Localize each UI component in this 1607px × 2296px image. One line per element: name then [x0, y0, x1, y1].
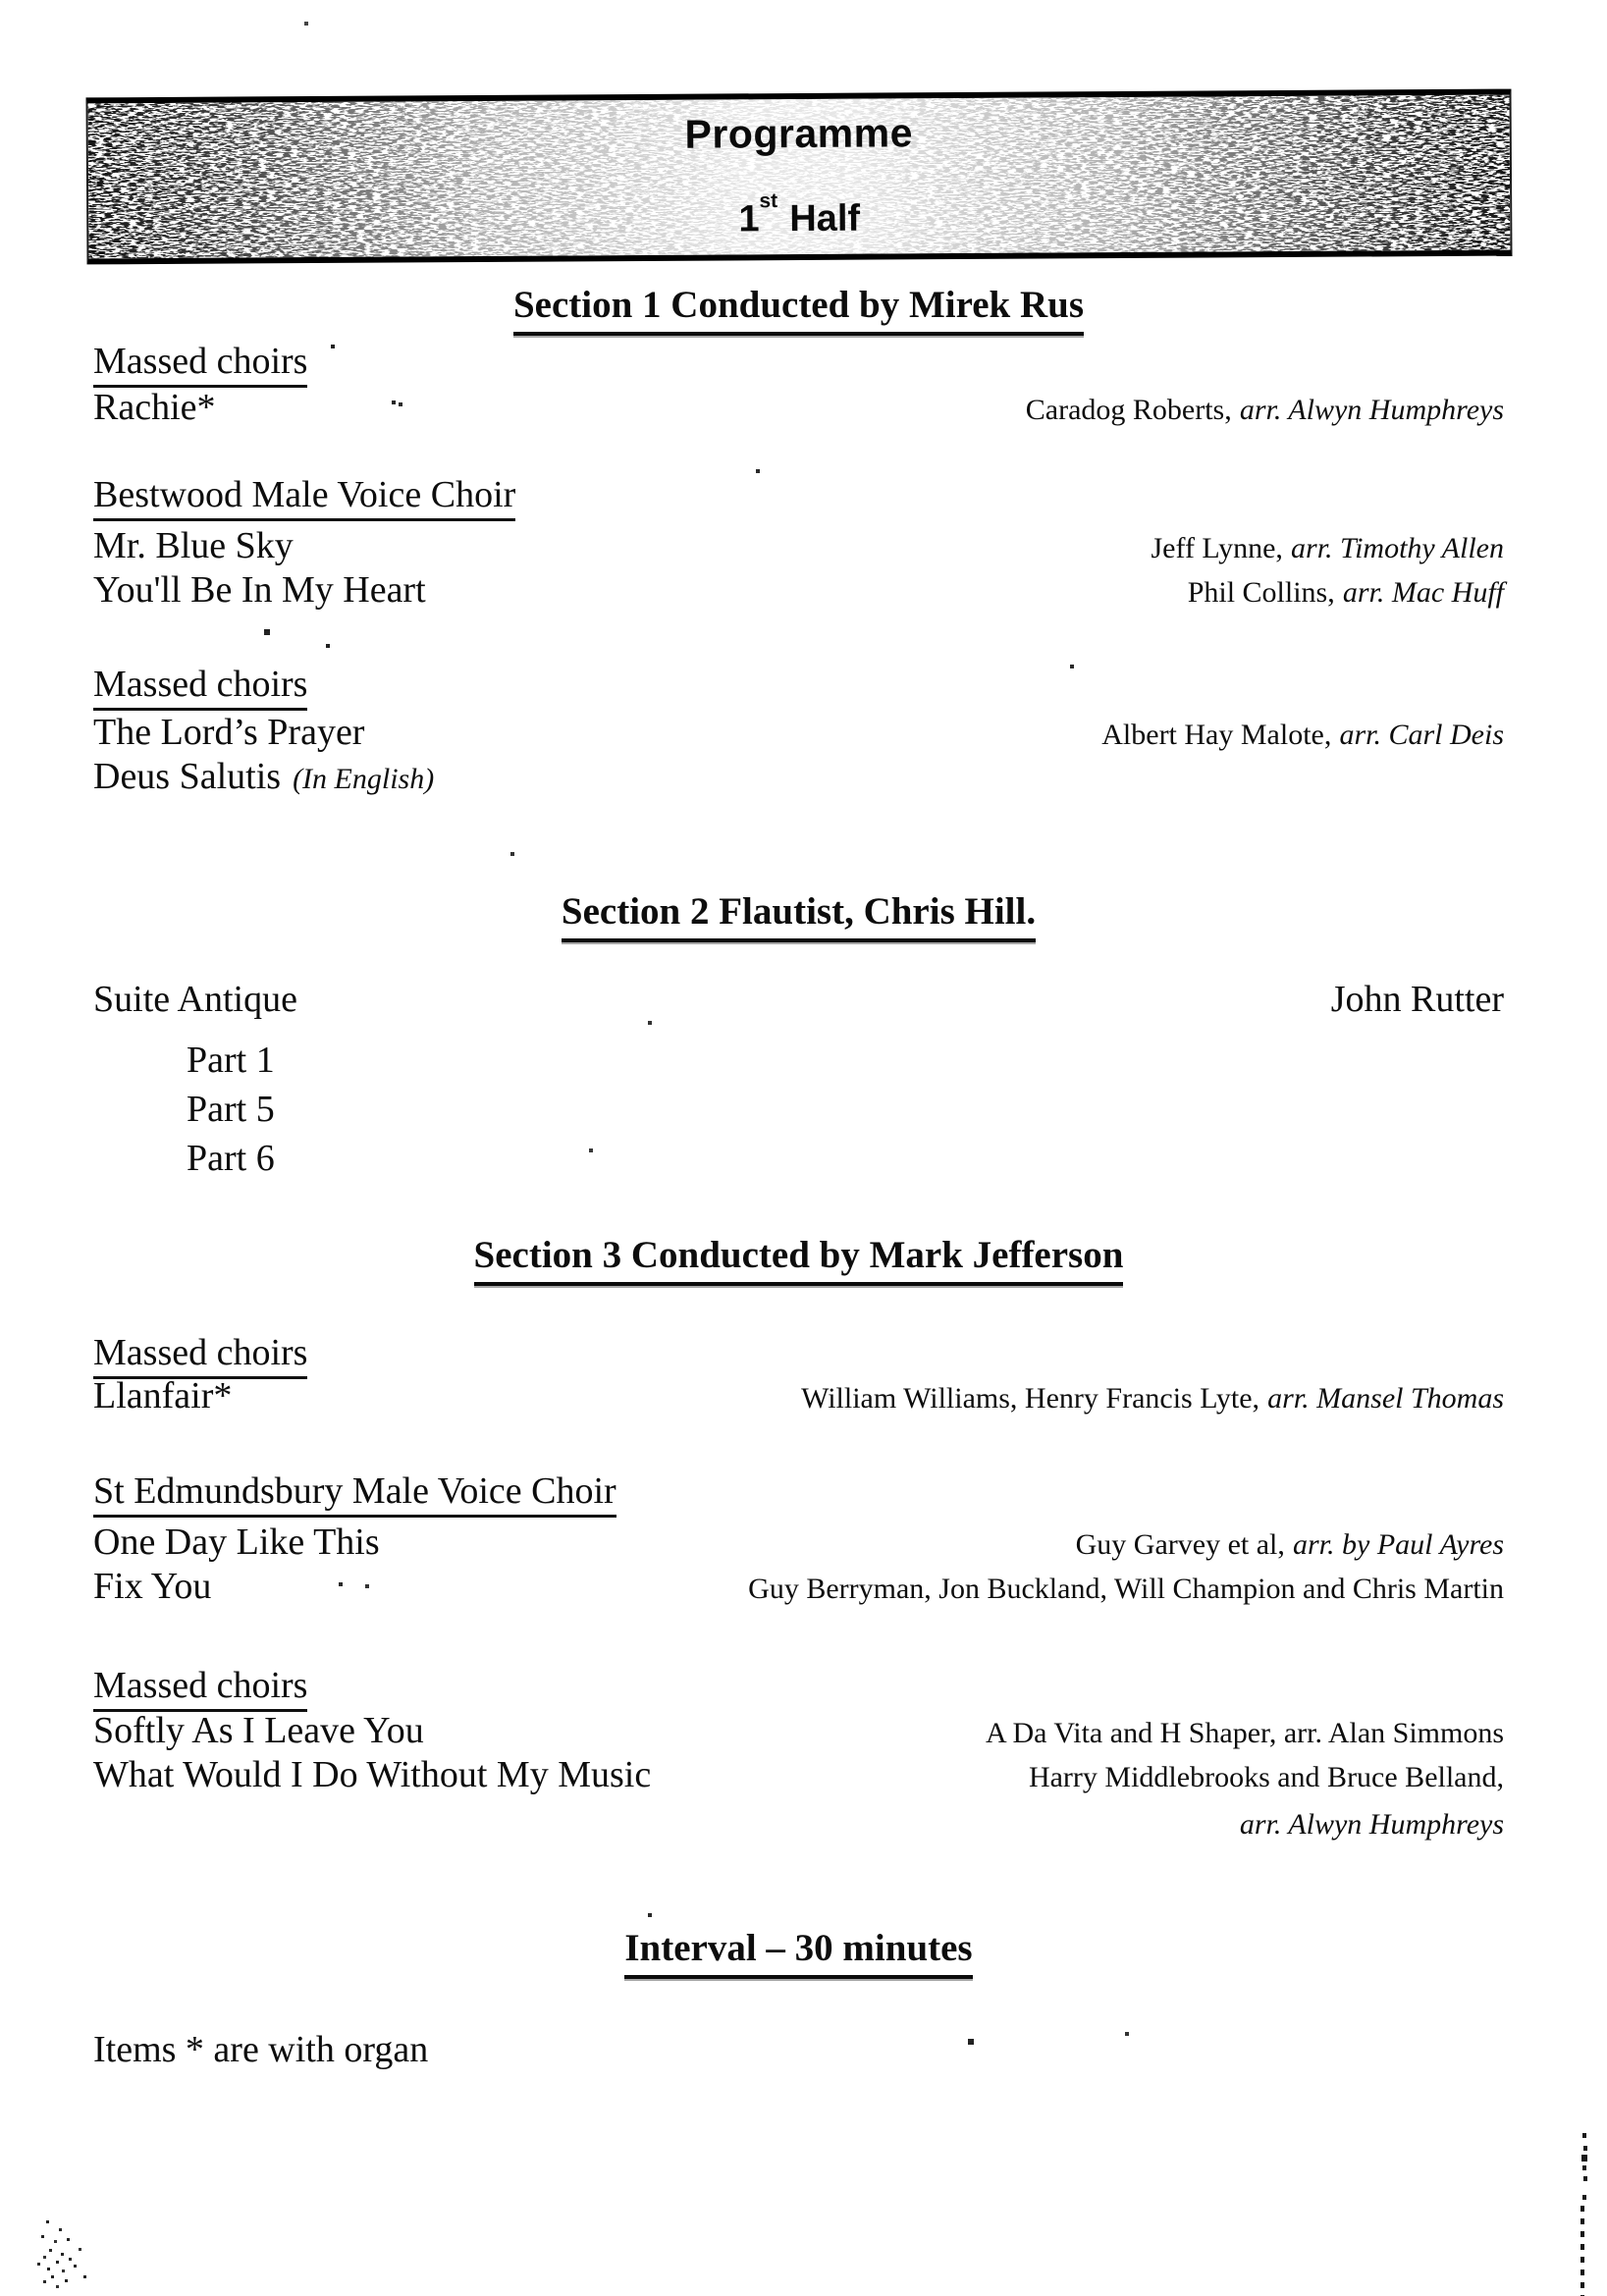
song-title: Rachie*	[93, 387, 216, 428]
choir-name-massed-1: Massed choirs	[93, 340, 1504, 388]
choir-name-massed-4: Massed choirs	[93, 1664, 1504, 1712]
choir-name-massed-3: Massed choirs	[93, 1331, 1504, 1379]
song-credit: John Rutter	[1330, 979, 1504, 1020]
song-title: One Day Like This	[93, 1522, 380, 1563]
song-title: Deus Salutis	[93, 756, 282, 797]
credit-arranger: arr. Alwyn Humphreys	[1239, 1808, 1504, 1841]
song-title: Suite Antique	[93, 979, 297, 1020]
credit-arranger: arr. Mansel Thomas	[1267, 1382, 1504, 1415]
choir-name-bestwood: Bestwood Male Voice Choir	[93, 473, 1504, 521]
song-title: Llanfair*	[93, 1375, 233, 1416]
song-row	[93, 1565, 1504, 1608]
section-1-heading: Section 1 Conducted by Mirek Rus	[93, 283, 1504, 336]
song-title: You'll Be In My Heart	[93, 569, 426, 611]
part-item: Part 6	[187, 1138, 275, 1179]
credit-arranger: arr. Timothy Allen	[1291, 532, 1504, 564]
banner-subtitle: 1st Half	[738, 189, 861, 240]
song-row	[93, 1709, 1504, 1752]
banner-title: Programme	[684, 110, 914, 157]
part-item: Part 1	[187, 1040, 275, 1081]
song-title: Mr. Blue Sky	[93, 525, 294, 566]
scan-dashed-line	[1580, 2206, 1584, 2296]
song-credit: Jeff Lynne, arr. Timothy Allen	[1151, 532, 1504, 564]
choir-name-massed-2: Massed choirs	[93, 663, 1504, 711]
song-row	[93, 568, 1504, 612]
song-row	[93, 978, 1504, 1021]
song-credit: A Da Vita and H Shaper, arr. Alan Simmons	[985, 1717, 1504, 1749]
song-credit: Caradog Roberts, arr. Alwyn Humphreys	[1025, 394, 1504, 426]
credit-arranger: arr. by Paul Ayres	[1293, 1528, 1504, 1561]
scan-edge-dots	[0, 0, 4, 5]
choir-name-st-edmundsbury: St Edmundsbury Male Voice Choir	[93, 1469, 1504, 1518]
song-credit: Guy Garvey et al, arr. by Paul Ayres	[1075, 1528, 1504, 1561]
credit-arranger: arr. Carl Deis	[1339, 719, 1504, 751]
programme-banner	[85, 89, 1512, 265]
song-title: Fix You	[93, 1566, 212, 1607]
song-credit: Phil Collins, arr. Mac Huff	[1187, 576, 1504, 609]
song-row	[93, 1521, 1504, 1564]
song-row	[93, 524, 1504, 567]
section-3-heading: Section 3 Conducted by Mark Jefferson	[93, 1233, 1504, 1286]
credit-arranger: arr. Alwyn Humphreys	[1239, 394, 1504, 426]
part-item: Part 5	[187, 1089, 275, 1130]
song-title: The Lord’s Prayer	[93, 712, 365, 753]
song-row	[93, 755, 1504, 798]
footnote: Items * are with organ	[93, 2029, 429, 2070]
song-row	[93, 386, 1504, 429]
interval-heading: Interval – 30 minutes	[93, 1926, 1504, 1979]
song-title-note: (In English)	[293, 763, 435, 795]
credit-arranger: arr. Mac Huff	[1342, 576, 1504, 609]
song-title: What Would I Do Without My Music	[93, 1754, 652, 1795]
song-credit: Harry Middlebrooks and Bruce Belland, arr. Alwyn Humphreys	[1028, 1761, 1504, 1841]
song-row	[93, 1753, 1504, 1848]
song-credit: Albert Hay Malote, arr. Carl Deis	[1101, 719, 1504, 751]
section-2-heading: Section 2 Flautist, Chris Hill.	[93, 889, 1504, 942]
song-row	[93, 1374, 1504, 1417]
song-row	[93, 711, 1504, 754]
song-title: Softly As I Leave You	[93, 1710, 424, 1751]
song-credit: William Williams, Henry Francis Lyte, arr. Mansel Thomas	[801, 1382, 1504, 1415]
song-credit: Guy Berryman, Jon Buckland, Will Champion and Chris Martin	[748, 1573, 1504, 1605]
